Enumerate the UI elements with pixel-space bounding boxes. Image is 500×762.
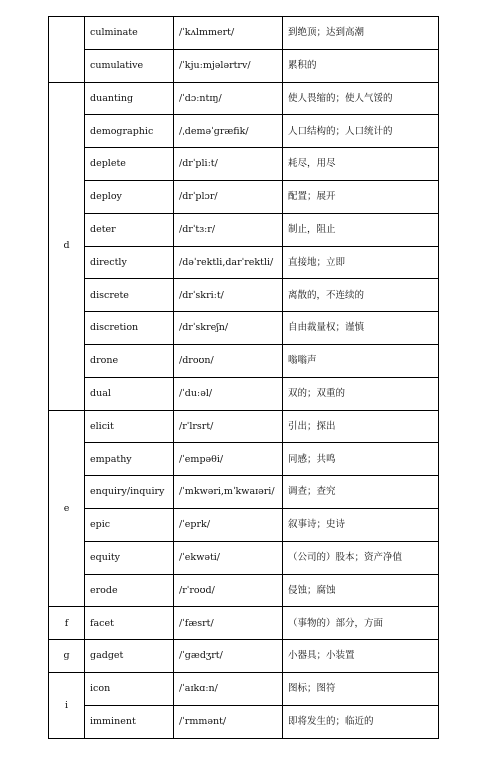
word-cell: icon: [85, 672, 174, 705]
meaning-cell: 嗡嗡声: [283, 344, 439, 377]
pronunciation-cell: /drˈskriːt/: [174, 279, 283, 312]
pronunciation-cell: /ˈekwəti/: [174, 541, 283, 574]
table-row: [49, 705, 439, 738]
pronunciation-cell: /droʊn/: [174, 344, 283, 377]
word-cell: cumulative: [85, 49, 174, 82]
word-cell: epic: [85, 508, 174, 541]
word-cell: deploy: [85, 180, 174, 213]
meaning-cell: 到绝顶；达到高潮: [283, 17, 439, 50]
meaning-cell: 累积的: [283, 49, 439, 82]
word-cell: equity: [85, 541, 174, 574]
group-letter: i: [49, 672, 85, 738]
meaning-cell: 即将发生的；临近的: [283, 705, 439, 738]
word-cell: duanting: [85, 82, 174, 115]
pronunciation-cell: /ˈaɪkɑːn/: [174, 672, 283, 705]
table-row: [49, 279, 439, 312]
pronunciation-cell: /ˈduːəl/: [174, 377, 283, 410]
word-cell: discretion: [85, 312, 174, 345]
word-cell: imminent: [85, 705, 174, 738]
meaning-cell: （公司的）股本；资产净值: [283, 541, 439, 574]
table-row: [49, 148, 439, 181]
meaning-cell: 使人畏缩的；使人气馁的: [283, 82, 439, 115]
meaning-cell: 人口结构的；人口统计的: [283, 115, 439, 148]
meaning-cell: 同感；共鸣: [283, 443, 439, 476]
word-cell: directly: [85, 246, 174, 279]
meaning-cell: （事物的）部分，方面: [283, 607, 439, 640]
table-row: [49, 377, 439, 410]
meaning-cell: 自由裁量权；谨慎: [283, 312, 439, 345]
pronunciation-cell: /ˈfæsrt/: [174, 607, 283, 640]
word-cell: deter: [85, 213, 174, 246]
table-row: [49, 312, 439, 345]
word-cell: demographic: [85, 115, 174, 148]
pronunciation-cell: /dəˈrektli,darˈrektli/: [174, 246, 283, 279]
word-cell: drone: [85, 344, 174, 377]
meaning-cell: 小器具；小装置: [283, 640, 439, 673]
pronunciation-cell: /ˌdeməˈgræfik/: [174, 115, 283, 148]
word-cell: empathy: [85, 443, 174, 476]
meaning-cell: 图标；图符: [283, 672, 439, 705]
meaning-cell: 直接地；立即: [283, 246, 439, 279]
table-row: [49, 180, 439, 213]
group-letter: [49, 17, 85, 83]
pronunciation-cell: /drˈpliːt/: [174, 148, 283, 181]
pronunciation-cell: /ˈrmmənt/: [174, 705, 283, 738]
table-row: [49, 213, 439, 246]
meaning-cell: 叙事诗；史诗: [283, 508, 439, 541]
table-row: [49, 508, 439, 541]
meaning-cell: 制止，阻止: [283, 213, 439, 246]
table-row: [49, 443, 439, 476]
vocabulary-table: [48, 16, 439, 739]
group-letter: d: [49, 82, 85, 410]
table-row: [49, 344, 439, 377]
word-cell: facet: [85, 607, 174, 640]
vocabulary-table-body: [49, 17, 439, 739]
pronunciation-cell: /ˈkjuːmjələrtrv/: [174, 49, 283, 82]
pronunciation-cell: /drˈplɔr/: [174, 180, 283, 213]
pronunciation-cell: /rˈroʊd/: [174, 574, 283, 607]
word-cell: dual: [85, 377, 174, 410]
pronunciation-cell: /ˈmkwəri,mˈkwaɪəri/: [174, 476, 283, 509]
meaning-cell: 耗尽，用尽: [283, 148, 439, 181]
table-row: [49, 607, 439, 640]
meaning-cell: 侵蚀；腐蚀: [283, 574, 439, 607]
group-letter: e: [49, 410, 85, 607]
table-row: [49, 574, 439, 607]
word-cell: discrete: [85, 279, 174, 312]
word-cell: enquiry/inquiry: [85, 476, 174, 509]
pronunciation-cell: /drˈskreʃn/: [174, 312, 283, 345]
pronunciation-cell: /ˈempəθi/: [174, 443, 283, 476]
table-row: [49, 246, 439, 279]
meaning-cell: 离散的，不连续的: [283, 279, 439, 312]
meaning-cell: 双的；双重的: [283, 377, 439, 410]
group-letter: f: [49, 607, 85, 640]
pronunciation-cell: /ˈdɔːntɪŋ/: [174, 82, 283, 115]
table-row: [49, 410, 439, 443]
table-row: [49, 672, 439, 705]
meaning-cell: 配置；展开: [283, 180, 439, 213]
pronunciation-cell: /drˈtɜːr/: [174, 213, 283, 246]
word-cell: elicit: [85, 410, 174, 443]
table-row: [49, 82, 439, 115]
table-row: [49, 49, 439, 82]
table-row: [49, 476, 439, 509]
word-cell: deplete: [85, 148, 174, 181]
group-letter: g: [49, 640, 85, 673]
pronunciation-cell: /ˈkʌlmmert/: [174, 17, 283, 50]
word-cell: culminate: [85, 17, 174, 50]
meaning-cell: 引出；探出: [283, 410, 439, 443]
meaning-cell: 调查；查究: [283, 476, 439, 509]
table-row: [49, 640, 439, 673]
pronunciation-cell: /ˈgædʒrt/: [174, 640, 283, 673]
pronunciation-cell: /ˈeprk/: [174, 508, 283, 541]
pronunciation-cell: /rˈlrsrt/: [174, 410, 283, 443]
word-cell: gadget: [85, 640, 174, 673]
word-cell: erode: [85, 574, 174, 607]
table-row: [49, 115, 439, 148]
table-row: [49, 541, 439, 574]
table-row: [49, 17, 439, 50]
